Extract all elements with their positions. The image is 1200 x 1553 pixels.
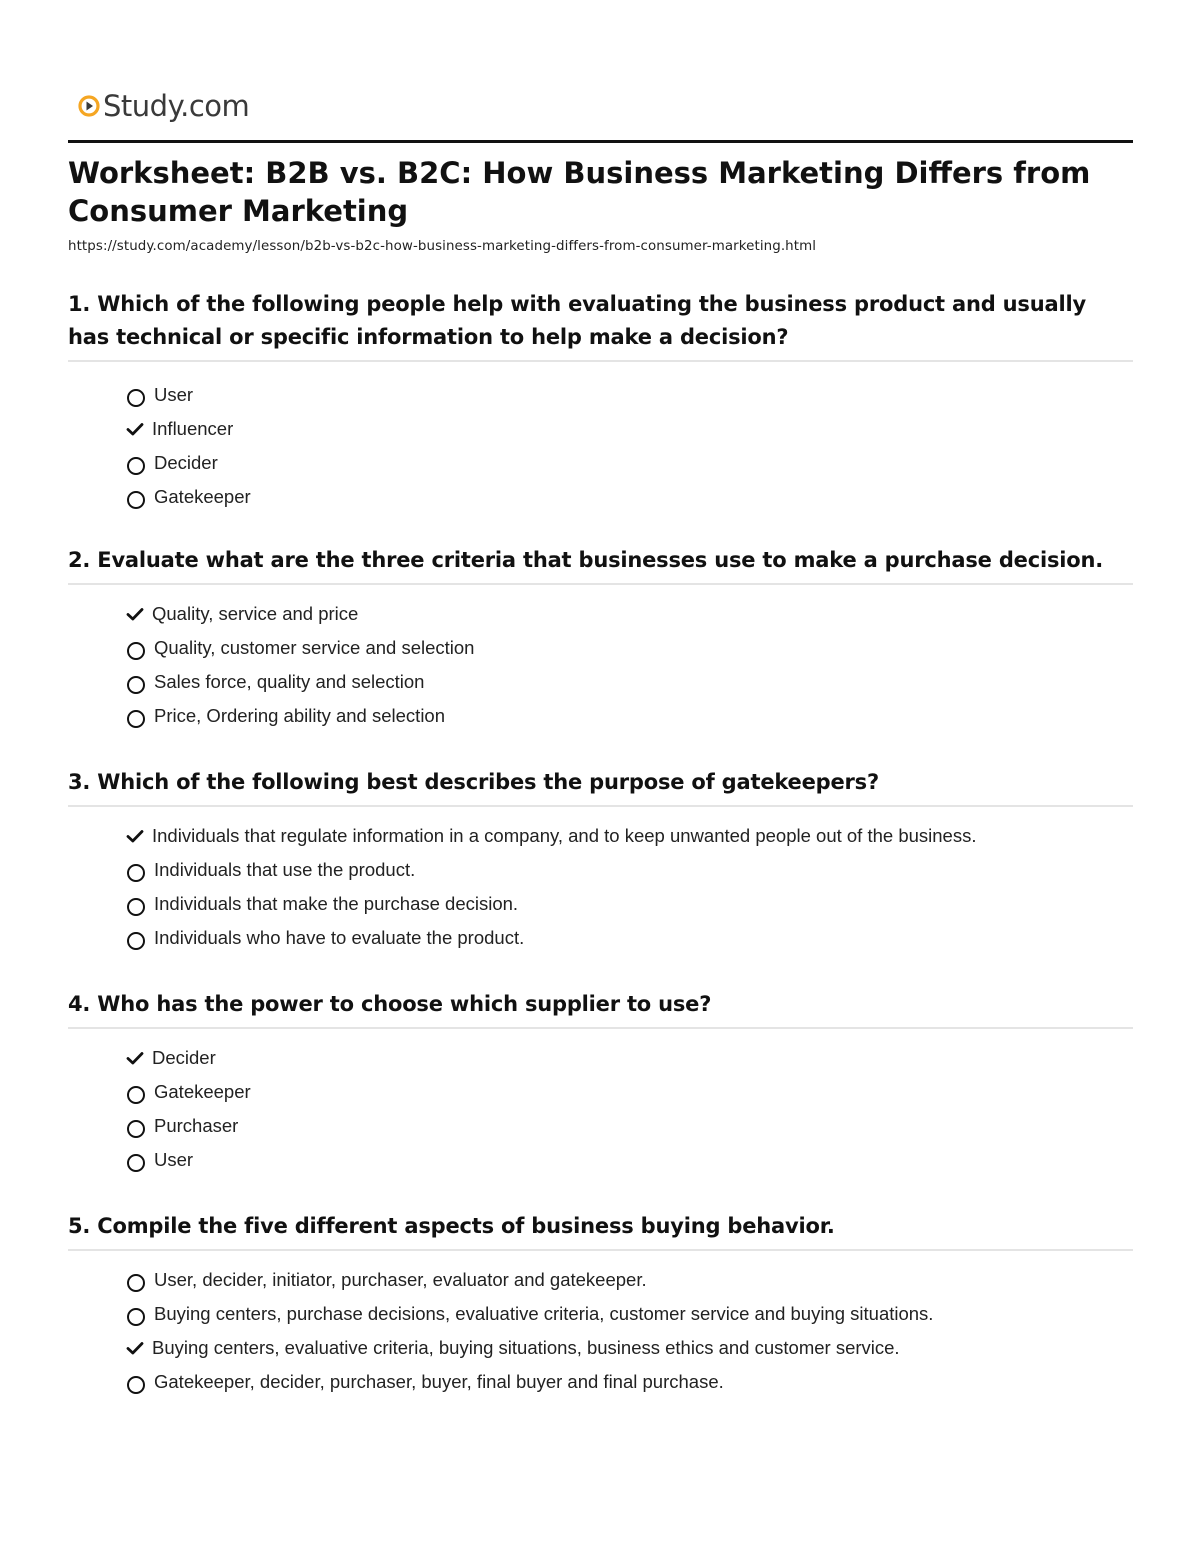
answer-option[interactable] <box>126 480 1133 514</box>
option-label: Sales force, quality and selection <box>154 671 425 692</box>
radio-icon[interactable] <box>126 1297 154 1331</box>
radio-icon[interactable] <box>126 699 154 733</box>
radio-icon[interactable] <box>126 480 154 514</box>
option-label: Individuals that regulate information in a company, and to keep unwanted people out of the business. <box>152 825 977 846</box>
option-label: User <box>154 384 194 405</box>
radio-icon[interactable] <box>126 446 154 480</box>
question-3 <box>68 766 1133 955</box>
option-label: Gatekeeper <box>154 486 251 507</box>
question-text: 2. Evaluate what are the three criteria that businesses use to make a purchase decision. <box>68 548 1104 572</box>
checkmark-icon[interactable] <box>126 1041 154 1075</box>
answer-option[interactable] <box>126 699 1133 733</box>
question-divider <box>68 1027 1133 1029</box>
question-text: 4. Who has the power to choose which supplier to use? <box>68 992 712 1016</box>
answer-option[interactable] <box>126 1109 1133 1143</box>
option-label: Decider <box>154 452 218 473</box>
checkmark-icon[interactable] <box>126 412 154 446</box>
option-label: Gatekeeper <box>154 1081 251 1102</box>
option-label: Influencer <box>152 418 234 439</box>
option-label: Quality, service and price <box>152 603 359 624</box>
option-label: Buying centers, evaluative criteria, buying situations, business ethics and customer service. <box>152 1337 900 1358</box>
question-divider <box>68 1249 1133 1251</box>
radio-icon[interactable] <box>126 665 154 699</box>
logo-text: Study.com <box>103 89 250 123</box>
answer-options <box>126 1263 1133 1399</box>
radio-icon[interactable] <box>126 887 154 921</box>
lesson-url[interactable]: https://study.com/academy/lesson/b2b-vs-b2c-how-business-marketing-differs-from-consumer-marketing.html <box>68 239 817 254</box>
option-label: User <box>154 1149 194 1170</box>
answer-option[interactable] <box>126 1143 1133 1177</box>
answer-option[interactable] <box>126 631 1133 665</box>
question-divider <box>68 805 1133 807</box>
answer-option[interactable] <box>126 819 1133 853</box>
radio-icon[interactable] <box>126 378 154 412</box>
question-4 <box>68 988 1133 1177</box>
study-logo[interactable] <box>78 86 249 126</box>
answer-options <box>126 378 1133 514</box>
question-1 <box>68 288 1133 514</box>
radio-icon[interactable] <box>126 1143 154 1177</box>
radio-icon[interactable] <box>126 631 154 665</box>
checkmark-icon[interactable] <box>126 819 154 853</box>
answer-option[interactable] <box>126 597 1133 631</box>
question-text: 1. Which of the following people help with evaluating the business product and usually has technical or specific information to help make a decision? <box>68 292 1086 349</box>
option-label: Purchaser <box>154 1115 239 1136</box>
option-label: Price, Ordering ability and selection <box>154 705 446 726</box>
checkmark-icon[interactable] <box>126 1331 154 1365</box>
answer-option[interactable] <box>126 1365 1133 1399</box>
answer-options <box>126 1041 1133 1177</box>
question-divider <box>68 583 1133 585</box>
option-label: Individuals who have to evaluate the product. <box>154 927 525 948</box>
answer-option[interactable] <box>126 1075 1133 1109</box>
answer-option[interactable] <box>126 921 1133 955</box>
answer-options <box>126 597 1133 733</box>
answer-option[interactable] <box>126 378 1133 412</box>
answer-option[interactable] <box>126 853 1133 887</box>
option-label: Gatekeeper, decider, purchaser, buyer, final buyer and final purchase. <box>154 1371 724 1392</box>
option-label: Quality, customer service and selection <box>154 637 475 658</box>
answer-option[interactable] <box>126 446 1133 480</box>
answer-options <box>126 819 1133 955</box>
radio-icon[interactable] <box>126 1365 154 1399</box>
worksheet-title: Worksheet: B2B vs. B2C: How Business Marketing Differs from Consumer Marketing <box>68 156 1091 228</box>
answer-option[interactable] <box>126 887 1133 921</box>
answer-option[interactable] <box>126 665 1133 699</box>
option-label: User, decider, initiator, purchaser, evaluator and gatekeeper. <box>154 1269 647 1290</box>
radio-icon[interactable] <box>126 1075 154 1109</box>
answer-option[interactable] <box>126 1263 1133 1297</box>
radio-icon[interactable] <box>126 1109 154 1143</box>
radio-icon[interactable] <box>126 921 154 955</box>
radio-icon[interactable] <box>126 853 154 887</box>
question-divider <box>68 360 1133 362</box>
answer-option[interactable] <box>126 1297 1133 1331</box>
question-text: 5. Compile the five different aspects of business buying behavior. <box>68 1214 835 1238</box>
option-label: Individuals that use the product. <box>154 859 416 880</box>
option-label: Buying centers, purchase decisions, evaluative criteria, customer service and buying situations. <box>154 1303 934 1324</box>
radio-icon[interactable] <box>126 1263 154 1297</box>
play-logo-icon <box>78 94 100 118</box>
header-divider <box>68 140 1133 143</box>
checkmark-icon[interactable] <box>126 597 154 631</box>
option-label: Individuals that make the purchase decision. <box>154 893 519 914</box>
answer-option[interactable] <box>126 412 1133 446</box>
option-label: Decider <box>152 1047 216 1068</box>
question-text: 3. Which of the following best describes the purpose of gatekeepers? <box>68 770 879 794</box>
question-2 <box>68 544 1133 733</box>
answer-option[interactable] <box>126 1331 1133 1365</box>
answer-option[interactable] <box>126 1041 1133 1075</box>
question-5 <box>68 1210 1133 1399</box>
